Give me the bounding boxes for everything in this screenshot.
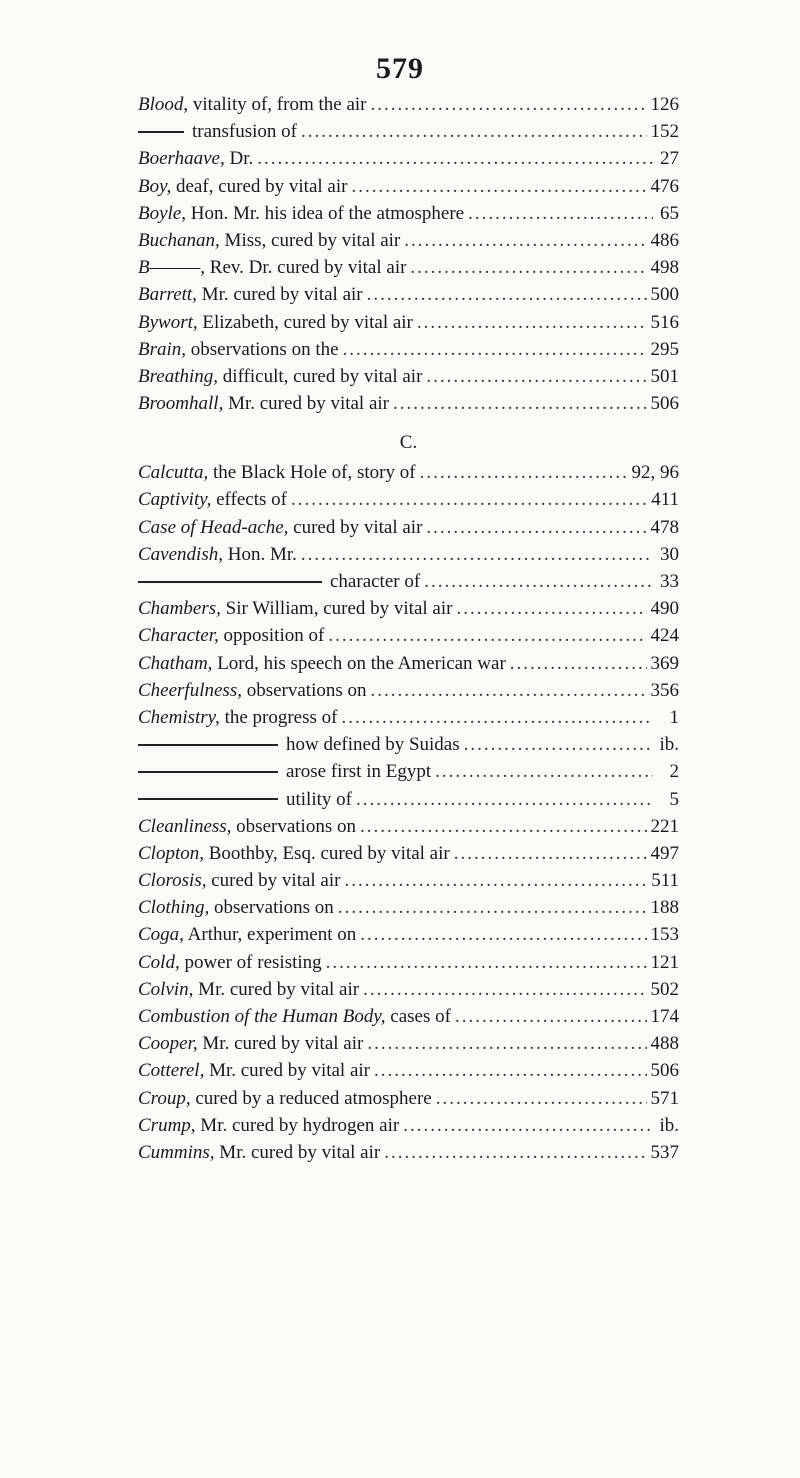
entry-text: observations on [231, 815, 356, 837]
index-entry [138, 650, 679, 677]
entry-text: the progress of [219, 706, 338, 728]
entry-label [138, 731, 460, 758]
page-reference: 92, 96 [631, 462, 679, 484]
page-reference: 490 [650, 598, 679, 620]
entry-label [138, 704, 337, 731]
entry-text: arose first in Egypt [286, 761, 432, 783]
page-number: 579 [376, 52, 424, 85]
index-entry [138, 459, 679, 486]
section-c [138, 459, 679, 1166]
index-entry [138, 786, 679, 813]
entry-text: Dr. [224, 148, 254, 170]
entry-term: Captivity, [138, 489, 212, 511]
dot-leader [367, 281, 647, 308]
page-reference: 516 [650, 311, 679, 333]
page-reference: 356 [650, 679, 679, 701]
entry-term: Cummins, [138, 1141, 215, 1163]
entry-text: cases of [385, 1006, 451, 1027]
index-entry [138, 867, 679, 894]
index-entry [138, 336, 679, 363]
entry-label [138, 1085, 432, 1112]
index-entries [138, 91, 679, 1166]
index-entry [138, 1112, 679, 1139]
dot-leader [426, 514, 646, 541]
dot-leader [404, 227, 646, 254]
page-reference: 30 [660, 543, 679, 565]
entry-label [138, 363, 422, 390]
dot-leader [435, 758, 653, 785]
page-reference: 1 [669, 706, 679, 728]
dot-leader [360, 813, 647, 840]
page-reference: 502 [650, 978, 679, 1000]
dot-leader [360, 921, 646, 948]
index-entry [138, 1085, 679, 1112]
section-b [138, 91, 679, 417]
index-entry [138, 390, 679, 417]
page-reference: 488 [650, 1033, 679, 1055]
entry-label [138, 840, 450, 867]
entry-term: Calcutta, [138, 462, 209, 484]
index-entry [138, 200, 679, 227]
entry-text: vitality of, from the air [188, 94, 367, 115]
entry-text: Mr. cured by vital air [204, 1060, 371, 1082]
entry-term: Cavendish, [138, 543, 223, 565]
index-entry [138, 486, 679, 513]
section-letter-c: C. [399, 432, 418, 454]
page-reference: ib. [659, 734, 679, 756]
entry-label [138, 894, 334, 921]
entry-label [138, 921, 356, 948]
index-entry [138, 704, 679, 731]
index-entry [138, 840, 679, 867]
index-entry [138, 1003, 679, 1030]
dot-leader [326, 949, 647, 976]
entry-label [138, 786, 352, 813]
entry-label [138, 118, 297, 145]
entry-label [138, 254, 406, 281]
dot-leader [403, 1112, 653, 1139]
entry-text: Elizabeth, cured by vital air [197, 311, 413, 333]
entry-text: the Black Hole of, story of [208, 462, 416, 484]
entry-label [138, 595, 452, 622]
index-entry [138, 227, 679, 254]
entry-label [138, 1112, 399, 1139]
page-reference: 478 [650, 516, 679, 538]
entry-term: B———, [138, 257, 206, 279]
entry-term: Character, [138, 625, 219, 647]
index-entry [138, 281, 679, 308]
entry-term: Coga, [138, 924, 184, 946]
page-reference: 571 [650, 1087, 679, 1109]
index-entry [138, 677, 679, 704]
index-entry [138, 1030, 679, 1057]
dot-leader [343, 336, 647, 363]
dot-leader [341, 704, 653, 731]
entry-term: Clorosis, [138, 870, 207, 892]
entry-label [138, 281, 363, 308]
index-entry [138, 1139, 679, 1166]
dot-leader [424, 568, 653, 595]
dot-leader [257, 145, 653, 172]
page-reference: 65 [660, 202, 679, 224]
index-entry [138, 568, 679, 595]
entry-term: Croup, [138, 1087, 191, 1109]
entry-text: Hon. Mr. his idea of the atmosphere [186, 202, 465, 224]
page-reference: 295 [650, 338, 679, 360]
entry-label [138, 200, 464, 227]
dot-leader [417, 309, 647, 336]
page-reference: 121 [650, 951, 679, 973]
dot-leader [384, 1139, 646, 1166]
entry-label [138, 622, 324, 649]
index-entry [138, 813, 679, 840]
index-entry [138, 758, 679, 785]
page-reference: 27 [660, 148, 679, 170]
index-entry [138, 118, 679, 145]
entry-label [138, 1030, 363, 1057]
entry-term: Clothing, [138, 897, 210, 919]
entry-label [138, 949, 322, 976]
entry-term: Blood, [138, 94, 189, 115]
entry-term: Cleanliness, [138, 815, 232, 837]
dot-leader [328, 622, 646, 649]
page-reference: 486 [650, 229, 679, 251]
entry-label [138, 677, 367, 704]
ditto-dash [138, 744, 278, 746]
dot-leader [374, 1057, 646, 1084]
ditto-dash [138, 798, 278, 800]
entry-text: how defined by Suidas [286, 734, 460, 756]
entry-term: Cooper, [138, 1033, 198, 1055]
entry-term: Chemistry, [138, 706, 220, 728]
entry-label [138, 336, 339, 363]
entry-term: Bywort, [138, 311, 198, 333]
index-entry [138, 309, 679, 336]
index-entry [138, 622, 679, 649]
entry-label [138, 145, 253, 172]
index-entry [138, 949, 679, 976]
entry-term: Brain, [138, 338, 187, 360]
entry-text: Mr. cured by vital air [223, 393, 390, 415]
entry-text: power of resisting [179, 951, 322, 973]
page-reference: 511 [651, 870, 679, 892]
index-entry [138, 254, 679, 281]
entry-text: Mr. cured by hydrogen air [195, 1114, 400, 1136]
entry-text: deaf, cured by vital air [171, 175, 348, 197]
entry-label [138, 486, 287, 513]
dot-leader [426, 363, 646, 390]
entry-label [138, 568, 420, 595]
page-reference: 152 [650, 121, 679, 143]
page-reference: 369 [650, 652, 679, 674]
page-reference: 424 [650, 625, 679, 647]
page-reference: 153 [650, 924, 679, 946]
entry-text: observations on [241, 679, 367, 701]
entry-text: observations on the [186, 338, 339, 360]
index-entry [138, 921, 679, 948]
page-reference: 476 [650, 175, 679, 197]
page-reference: 506 [650, 393, 679, 415]
entry-text: Mr. cured by vital air [196, 284, 363, 306]
index-entry [138, 731, 679, 758]
page-reference: 498 [650, 257, 679, 279]
index-entry [138, 1057, 679, 1084]
index-entry [138, 514, 679, 541]
entry-text: cured by a reduced atmosphere [190, 1087, 432, 1109]
dot-leader [367, 1030, 646, 1057]
dot-leader [338, 894, 647, 921]
entry-text: Hon. Mr. [222, 543, 297, 565]
dot-leader [410, 254, 646, 281]
entry-text: effects of [211, 489, 287, 511]
entry-text: Mr. cured by vital air [197, 1033, 364, 1055]
dot-leader [344, 867, 647, 894]
index-entry [138, 976, 679, 1003]
page-reference: 2 [669, 761, 679, 783]
entry-term: Boerhaave, [138, 148, 225, 170]
entry-text: character of [330, 571, 421, 592]
page-reference: 537 [650, 1141, 679, 1163]
dot-leader [363, 976, 646, 1003]
page-reference: 174 [650, 1006, 679, 1027]
entry-text: Rev. Dr. cured by vital air [205, 257, 407, 279]
entry-label [138, 91, 366, 118]
entry-label [138, 813, 356, 840]
dot-leader [436, 1085, 647, 1112]
entry-text: Miss, cured by vital air [219, 229, 401, 251]
dot-leader [420, 459, 628, 486]
index-entry [138, 91, 679, 118]
dot-leader [454, 840, 647, 867]
page-reference: 411 [651, 489, 679, 511]
index-entry [138, 363, 679, 390]
entry-term: Breathing, [138, 365, 219, 387]
entry-text: utility of [286, 788, 352, 810]
entry-label [138, 1003, 451, 1030]
index-entry [138, 173, 679, 200]
page-reference: 506 [650, 1060, 679, 1082]
ditto-dash [138, 771, 278, 773]
page-reference: ib. [659, 1114, 679, 1136]
dot-leader [356, 786, 653, 813]
entry-term: Cold, [138, 951, 180, 973]
entry-text: opposition of [218, 625, 325, 647]
entry-text: cured by vital air [288, 516, 423, 538]
dot-leader [291, 486, 647, 513]
entry-text: transfusion of [192, 121, 298, 143]
dot-leader [393, 390, 646, 417]
entry-label [138, 1139, 380, 1166]
entry-term: Cotterel, [138, 1060, 205, 1082]
entry-term: Crump, [138, 1114, 196, 1136]
entry-term: Boyle, [138, 202, 187, 224]
entry-text: difficult, cured by vital air [218, 365, 423, 387]
entry-label [138, 173, 347, 200]
entry-label [138, 227, 400, 254]
dot-leader [456, 595, 646, 622]
entry-term: Colvin, [138, 978, 194, 1000]
entry-term: Boy, [138, 175, 172, 197]
dot-leader [455, 1003, 647, 1030]
entry-text: Mr. cured by vital air [193, 978, 360, 1000]
entry-label [138, 459, 416, 486]
entry-text: cured by vital air [206, 870, 341, 892]
dot-leader [301, 118, 646, 145]
page-reference: 126 [650, 94, 679, 115]
dot-leader [468, 200, 653, 227]
entry-term: Barrett, [138, 284, 197, 306]
index-entry [138, 541, 679, 568]
page-reference: 221 [650, 815, 679, 837]
dot-leader [370, 91, 646, 118]
dot-leader [510, 650, 647, 677]
entry-term: Cheerfulness, [138, 679, 242, 701]
entry-term: Combustion of the Human Body, [138, 1006, 386, 1027]
entry-text: Lord, his speech on the American war [212, 652, 506, 674]
dot-leader [371, 677, 647, 704]
entry-text: Boothby, Esq. cured by vital air [203, 842, 450, 864]
page-reference: 501 [650, 365, 679, 387]
dot-leader [351, 173, 646, 200]
entry-term: Clopton, [138, 842, 204, 864]
entry-label [138, 758, 431, 785]
page-reference: 33 [660, 571, 679, 592]
entry-label [138, 390, 389, 417]
index-entry [138, 595, 679, 622]
dot-leader [464, 731, 653, 758]
entry-label [138, 514, 422, 541]
entry-label [138, 650, 506, 677]
entry-label [138, 867, 340, 894]
entry-label [138, 309, 413, 336]
entry-text: Mr. cured by vital air [214, 1141, 381, 1163]
entry-term: Chambers, [138, 598, 221, 620]
entry-label [138, 976, 359, 1003]
ditto-dash [138, 131, 184, 133]
ditto-dash [138, 581, 322, 583]
index-entry [138, 145, 679, 172]
entry-text: Arthur, experiment on [183, 924, 357, 946]
page-reference: 497 [650, 842, 679, 864]
page-reference: 5 [669, 788, 679, 810]
page-reference: 188 [650, 897, 679, 919]
entry-term: Case of Head-ache, [138, 516, 289, 538]
dot-leader [301, 541, 653, 568]
index-entry [138, 894, 679, 921]
entry-text: Sir William, cured by vital air [220, 598, 453, 620]
entry-term: Buchanan, [138, 229, 220, 251]
entry-label [138, 1057, 370, 1084]
entry-term: Chatham, [138, 652, 213, 674]
entry-term: Broomhall, [138, 393, 224, 415]
page-reference: 500 [650, 284, 679, 306]
entry-text: observations on [209, 897, 334, 919]
entry-label [138, 541, 297, 568]
